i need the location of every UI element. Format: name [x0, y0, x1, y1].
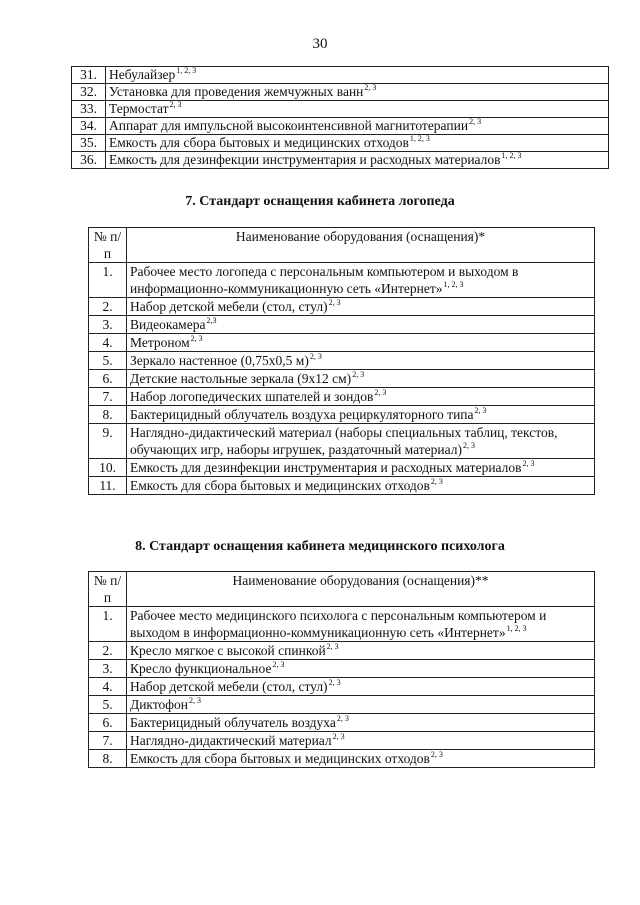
equipment-name: Детские настольные зеркала (9х12 см) [130, 371, 352, 386]
footnote-marker: 2, 3 [169, 100, 182, 109]
footnote-marker: 1, 2, 3 [176, 66, 197, 75]
footnote-marker: 2, 3 [328, 298, 341, 307]
equipment-name: Емкость для сбора бытовых и медицинских отходов [109, 135, 409, 150]
row-number: 2. [89, 642, 127, 660]
equipment-name: Видеокамера [130, 317, 206, 332]
section-7-title: 7. Стандарт оснащения кабинета логопеда [185, 194, 455, 209]
footnote-marker: 2, 3 [189, 696, 202, 705]
equipment-name: Бактерицидный облучатель воздуха [130, 715, 336, 730]
table-row [89, 424, 595, 459]
equipment-name: Наглядно-дидактический материал (наборы специальных таблиц, текстов, обучающих игр, наборы игрушек, раздаточный материал) [130, 425, 558, 457]
equipment-table-continued [71, 66, 609, 169]
row-number: 1. [89, 263, 127, 298]
row-number: 6. [89, 714, 127, 732]
footnote-marker: 2, 3 [326, 642, 339, 651]
equipment-name-cell [127, 352, 595, 370]
equipment-name-cell [106, 84, 609, 101]
equipment-name-cell [127, 607, 595, 642]
row-number: 4. [89, 678, 127, 696]
table-row [89, 316, 595, 334]
footnote-marker: 2, 3 [364, 83, 377, 92]
footnote-marker: 2, 3 [522, 459, 535, 468]
table-row [89, 607, 595, 642]
equipment-name: Рабочее место медицинского психолога с персональным компьютером и выходом в информационно-коммуникационную сеть «Интернет» [130, 608, 547, 640]
equipment-name-cell [127, 477, 595, 495]
footnote-marker: 1, 2, 3 [501, 151, 522, 160]
row-number: 34. [72, 118, 106, 135]
row-number: 36. [72, 152, 106, 169]
equipment-name-cell [127, 696, 595, 714]
equipment-name: Бактерицидный облучатель воздуха рециркуляторного типа [130, 407, 474, 422]
table-header-row [89, 572, 595, 607]
row-number: 5. [89, 696, 127, 714]
footnote-marker: 2, 3 [430, 477, 443, 486]
equipment-name: Кресло функциональное [130, 661, 272, 676]
row-number: 3. [89, 316, 127, 334]
equipment-name-cell [127, 316, 595, 334]
page-number: 30 [312, 36, 328, 52]
row-number: 3. [89, 660, 127, 678]
row-number: 9. [89, 424, 127, 459]
equipment-name-cell [127, 334, 595, 352]
equipment-name-cell [127, 388, 595, 406]
equipment-name-cell [127, 370, 595, 388]
row-number: 2. [89, 298, 127, 316]
row-number: 6. [89, 370, 127, 388]
equipment-name: Диктофон [130, 697, 189, 712]
equipment-name: Емкость для сбора бытовых и медицинских отходов [130, 478, 430, 493]
table-row [89, 352, 595, 370]
row-number: 11. [89, 477, 127, 495]
equipment-name: Емкость для сбора бытовых и медицинских отходов [130, 751, 430, 766]
header-equipment-name: Наименование оборудования (оснащения)** [127, 572, 595, 607]
table-row [72, 84, 609, 101]
table-row [89, 477, 595, 495]
table-row [89, 750, 595, 768]
row-number: 4. [89, 334, 127, 352]
equipment-name: Кресло мягкое с высокой спинкой [130, 643, 326, 658]
equipment-name: Термостат [109, 101, 169, 116]
footnote-marker: 1, 2, 3 [506, 624, 527, 633]
equipment-name-cell [106, 118, 609, 135]
table-row [89, 642, 595, 660]
table-row [72, 67, 609, 84]
equipment-name: Метроном [130, 335, 190, 350]
table-row [72, 135, 609, 152]
table-row [72, 118, 609, 135]
table-row [89, 696, 595, 714]
table-row [89, 263, 595, 298]
equipment-name: Емкость для дезинфекции инструментария и расходных материалов [109, 152, 501, 167]
table-row [89, 660, 595, 678]
equipment-name: Небулайзер [109, 67, 176, 82]
footnote-marker: 2, 3 [474, 406, 487, 415]
table-row [89, 298, 595, 316]
equipment-name: Набор логопедических шпателей и зондов [130, 389, 374, 404]
equipment-name-cell [127, 678, 595, 696]
footnote-marker: 2, 3 [328, 678, 341, 687]
footnote-marker: 2, 3 [336, 714, 349, 723]
equipment-name-cell [106, 67, 609, 84]
row-number: 35. [72, 135, 106, 152]
table-row [89, 388, 595, 406]
equipment-name: Аппарат для импульсной высокоинтенсивной магнитотерапии [109, 118, 469, 133]
footnote-marker: 2, 3 [374, 388, 387, 397]
equipment-name-cell [127, 660, 595, 678]
equipment-name-cell [127, 406, 595, 424]
equipment-name-cell [127, 459, 595, 477]
equipment-name-cell [127, 263, 595, 298]
footnote-marker: 2, 3 [352, 370, 365, 379]
table-row [89, 370, 595, 388]
table-row [89, 678, 595, 696]
equipment-name: Набор детской мебели (стол, стул) [130, 679, 328, 694]
row-number: 5. [89, 352, 127, 370]
row-number: 7. [89, 732, 127, 750]
header-number: № п/п [89, 228, 127, 263]
equipment-name-cell [106, 135, 609, 152]
footnote-marker: 2, 3 [463, 441, 475, 450]
equipment-name: Установка для проведения жемчужных ванн [109, 84, 364, 99]
footnote-marker: 2, 3 [430, 750, 443, 759]
table-row [89, 406, 595, 424]
table-header-row [89, 228, 595, 263]
psychologist-equipment-table [88, 571, 595, 768]
row-number: 8. [89, 406, 127, 424]
row-number: 33. [72, 101, 106, 118]
row-number: 7. [89, 388, 127, 406]
footnote-marker: 2, 3 [469, 117, 482, 126]
footnote-marker: 1, 2, 3 [409, 134, 430, 143]
equipment-name-cell [127, 424, 595, 459]
footnote-marker: 2, 3 [332, 732, 345, 741]
equipment-name-cell [127, 732, 595, 750]
header-equipment-name: Наименование оборудования (оснащения)* [127, 228, 595, 263]
equipment-name: Зеркало настенное (0,75х0,5 м) [130, 353, 309, 368]
equipment-name-cell [127, 642, 595, 660]
row-number: 1. [89, 607, 127, 642]
footnote-marker: 2, 3 [190, 334, 203, 343]
equipment-name-cell [106, 152, 609, 169]
section-8-title: 8. Стандарт оснащения кабинета медицинского психолога [135, 539, 505, 554]
table-row [89, 334, 595, 352]
table-row [89, 732, 595, 750]
row-number: 32. [72, 84, 106, 101]
equipment-name: Рабочее место логопеда с персональным компьютером и выходом в информационно-коммуникационную сеть «Интернет» [130, 264, 519, 296]
speech-therapist-equipment-table [88, 227, 595, 495]
footnote-marker: 1, 2, 3 [443, 280, 464, 289]
row-number: 8. [89, 750, 127, 768]
table-row [89, 714, 595, 732]
equipment-name-cell [127, 750, 595, 768]
table-row [72, 152, 609, 169]
table-row [72, 101, 609, 118]
table-row [89, 459, 595, 477]
footnote-marker: 2,3 [206, 316, 217, 325]
header-number: № п/п [89, 572, 127, 607]
equipment-name: Наглядно-дидактический материал [130, 733, 332, 748]
equipment-name: Емкость для дезинфекции инструментария и расходных материалов [130, 460, 522, 475]
equipment-name-cell [127, 714, 595, 732]
row-number: 10. [89, 459, 127, 477]
footnote-marker: 2, 3 [309, 352, 322, 361]
equipment-name-cell [106, 101, 609, 118]
equipment-name: Набор детской мебели (стол, стул) [130, 299, 328, 314]
footnote-marker: 2, 3 [272, 660, 285, 669]
equipment-name-cell [127, 298, 595, 316]
row-number: 31. [72, 67, 106, 84]
